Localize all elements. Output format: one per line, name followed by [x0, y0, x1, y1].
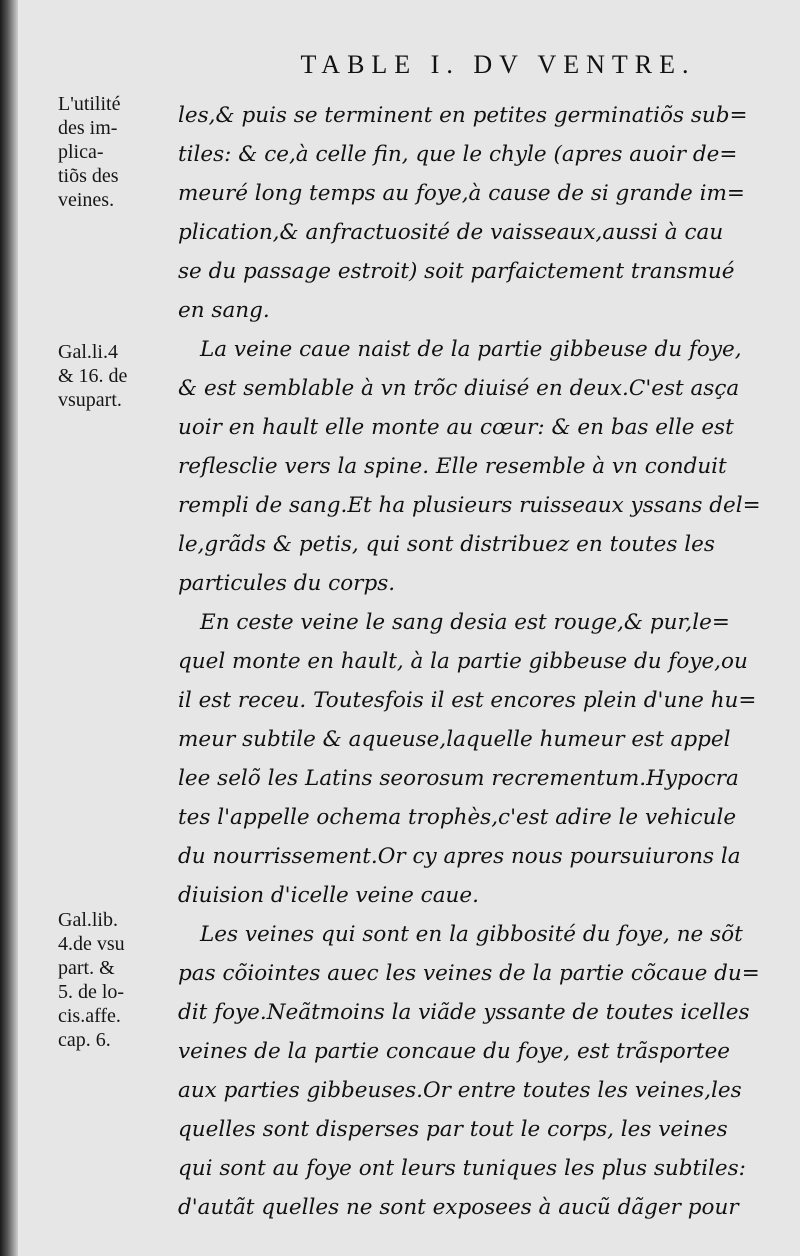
marginal-note-line: 5. de lo-: [58, 981, 125, 1003]
text-line: meuré long temps au foye,à cause de si grande im=: [178, 181, 745, 206]
text-line: tes l'appelle ochema trophès,c'est adire le vehicule: [178, 805, 737, 830]
text-line: veines de la partie concaue du foye, est trãsportee: [178, 1039, 731, 1064]
text-line: dit foye.Neãtmoins la viãde yssante de toutes icelles: [178, 1000, 750, 1025]
book-page: [18, 0, 800, 1256]
text-line: plication,& anfractuosité de vaisseaux,aussi à cau: [178, 220, 724, 245]
body-text: [178, 96, 788, 1227]
marginal-note-line: veines.: [58, 189, 115, 211]
text-line: aux parties gibbeuses.Or entre toutes les veines,les: [178, 1078, 742, 1103]
text-line: tiles: & ce,à celle fin, que le chyle (apres auoir de=: [178, 142, 738, 167]
paragraph-continuation: [178, 96, 788, 330]
text-line: particules du corps.: [178, 571, 396, 596]
marginal-note-line: cis.affe.: [58, 1005, 121, 1027]
marginal-note-line: part. &: [58, 957, 115, 979]
marginal-note-line: vsupart.: [58, 389, 122, 411]
text-line: En ceste veine le sang desia est rouge,& pur,le=: [200, 610, 730, 635]
marginal-note-galen-1: [58, 340, 176, 412]
text-line: quelles sont disperses par tout le corps, les veines: [178, 1117, 728, 1142]
marginal-note-line: des im-: [58, 117, 118, 139]
text-line: du nourrissement.Or cy apres nous poursuiurons la: [178, 844, 741, 869]
text-line: le,grãds & petis, qui sont distribuez en toutes les: [178, 532, 715, 557]
text-line: les,& puis se terminent en petites germinatiõs sub=: [178, 103, 748, 128]
marginal-note-utility: [58, 92, 176, 212]
text-line: il est receu. Toutesfois il est encores plein d'une hu=: [178, 688, 757, 713]
text-line: & est semblable à vn trõc diuisé en deux.C'est asça: [178, 376, 740, 401]
text-line: Les veines qui sont en la gibbosité du foye, ne sõt: [200, 922, 743, 947]
paragraph-gibbosity: [178, 915, 788, 1227]
text-line: pas cõiointes auec les veines de la partie cõcaue du=: [178, 961, 760, 986]
running-title: TABLE I. DV VENTRE.: [300, 50, 696, 79]
marginal-note-line: Gal.li.4: [58, 341, 118, 363]
marginal-note-line: 4.de vsu: [58, 933, 125, 955]
text-line: diuision d'icelle veine caue.: [178, 883, 479, 908]
paragraph-vena-cava: [178, 330, 788, 603]
text-line: en sang.: [178, 298, 270, 323]
marginal-note-line: tiõs des: [58, 165, 119, 187]
text-line: rempli de sang.Et ha plusieurs ruisseaux yssans del=: [178, 493, 761, 518]
text-line: qui sont au foye ont leurs tuniques les plus subtiles:: [178, 1156, 746, 1181]
text-line: uoir en hault elle monte au cœur: & en bas elle est: [178, 415, 734, 440]
marginal-note-line: cap. 6.: [58, 1029, 111, 1051]
text-line: reflesclie vers la spine. Elle resemble à vn conduit: [178, 454, 727, 479]
marginal-note-galen-2: [58, 908, 176, 1052]
text-line: La veine caue naist de la partie gibbeuse du foye,: [200, 337, 742, 362]
marginal-note-line: plica-: [58, 141, 104, 163]
paragraph-blood: [178, 603, 788, 915]
text-line: quel monte en hault, à la partie gibbeuse du foye,ou: [178, 649, 748, 674]
marginal-note-line: & 16. de: [58, 365, 128, 387]
text-line: lee selõ les Latins seorosum recrementum.Hypocra: [178, 766, 739, 791]
text-line: d'autãt quelles ne sont exposees à aucũ dãger pour: [178, 1195, 739, 1220]
marginal-note-line: Gal.lib.: [58, 909, 118, 931]
text-line: se du passage estroit) soit parfaictement transmué: [178, 259, 735, 284]
text-line: meur subtile & aqueuse,laquelle humeur est appel: [178, 727, 731, 752]
marginal-note-line: L'utilité: [58, 93, 121, 115]
book-binding-shadow: [0, 0, 18, 1256]
